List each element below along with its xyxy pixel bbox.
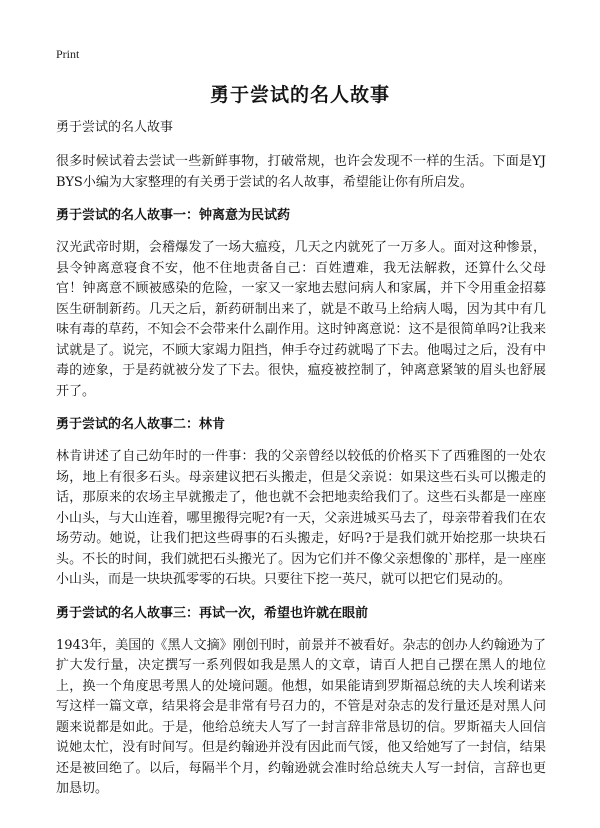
section-heading-3: 勇于尝试的名人故事三：再试一次，希望也许就在眼前	[56, 605, 369, 621]
section-body-1: 汉光武帝时期，会稽爆发了一场大瘟疫，几天之内就死了一万多人。面对这种惨景，县令钟离意寝食不安，他不住地责备自己：百姓遭难，我无法解救，还算什么父母官！钟离意不顾被感染的危险，一家又一家地去慰问病人和家属，并下令用重金招募医生研制新药。几天之后，新药研制出来了，就是不敢马上给病人喝，因为其中有几味有毒的草药，不知会不会带来什么副作用。这时钟离意说：这不是很简单吗?让我来试就是了。说完，不顾大家竭力阻挡，伸手夺过药就喝了下去。他喝过之后，没有中毒的迹象，于是药就被分发了下去。很快，瘟疫被控制了，钟离意紧皱的眉头也舒展开了。	[56, 240, 546, 399]
page-title: 勇于尝试的名人故事	[209, 84, 390, 106]
section-body-2: 林肯讲述了自己幼年时的一件事：我的父亲曾经以较低的价格买下了西雅图的一处农场，地上有很多石头。母亲建议把石头搬走，但是父亲说：如果这些石头可以搬走的话，那原来的农场主早就搬走了，他也就不会把地卖给我们了。这些石头都是一座座小山头，与大山连着，哪里搬得完呢?有一天，父亲进城买马去了，母亲带着我们在农场劳动。她说，让我们把这些碍事的石头搬走，好吗?于是我们就开始挖那一块块石头。不长的时间，我们就把石头搬光了。因为它们并不像父亲想像的`那样，是一座座小山头，而是一块块孤零零的石块。只要往下挖一英尺，就可以把它们晃动的。	[56, 449, 546, 587]
section-heading-1: 勇于尝试的名人故事一：钟离意为民试药	[56, 208, 291, 223]
document-subtitle: 勇于尝试的名人故事	[56, 120, 174, 135]
section-body-3: 1943年，美国的《黑人文摘》刚创刊时，前景并不被看好。杂志的创办人约翰逊为了扩大发行量，决定撰写一系列假如我是黑人的文章，请百人把自己摆在黑人的地位上，换一个角度思考黑人的处境问题。他想，如果能请到罗斯福总统的夫人埃利诺来写这样一篇文章，结果将会是非常有号召力的，不管是对杂志的发行量还是对黑人问题来说都是如此。于是，他给总统夫人写了一封言辞非常恳切的信。罗斯福夫人回信说她太忙，没有时间写。但是约翰逊并没有因此而气馁，他又给她写了一封信，结果还是被回绝了。以后，每隔半个月，约翰逊就会准时给总统夫人写一封信，言辞也更加恳切。	[56, 637, 546, 796]
intro-paragraph: 很多时候试着去尝试一些新鲜事物，打破常规，也许会发现不一样的生活。下面是YJBYS小编为大家整理的有关勇于尝试的名人故事，希望能让你有所启发。	[56, 154, 546, 190]
section-heading-2: 勇于尝试的名人故事二：林肯	[56, 417, 226, 432]
print-label: Print	[56, 47, 80, 61]
document-body	[56, 118, 546, 813]
